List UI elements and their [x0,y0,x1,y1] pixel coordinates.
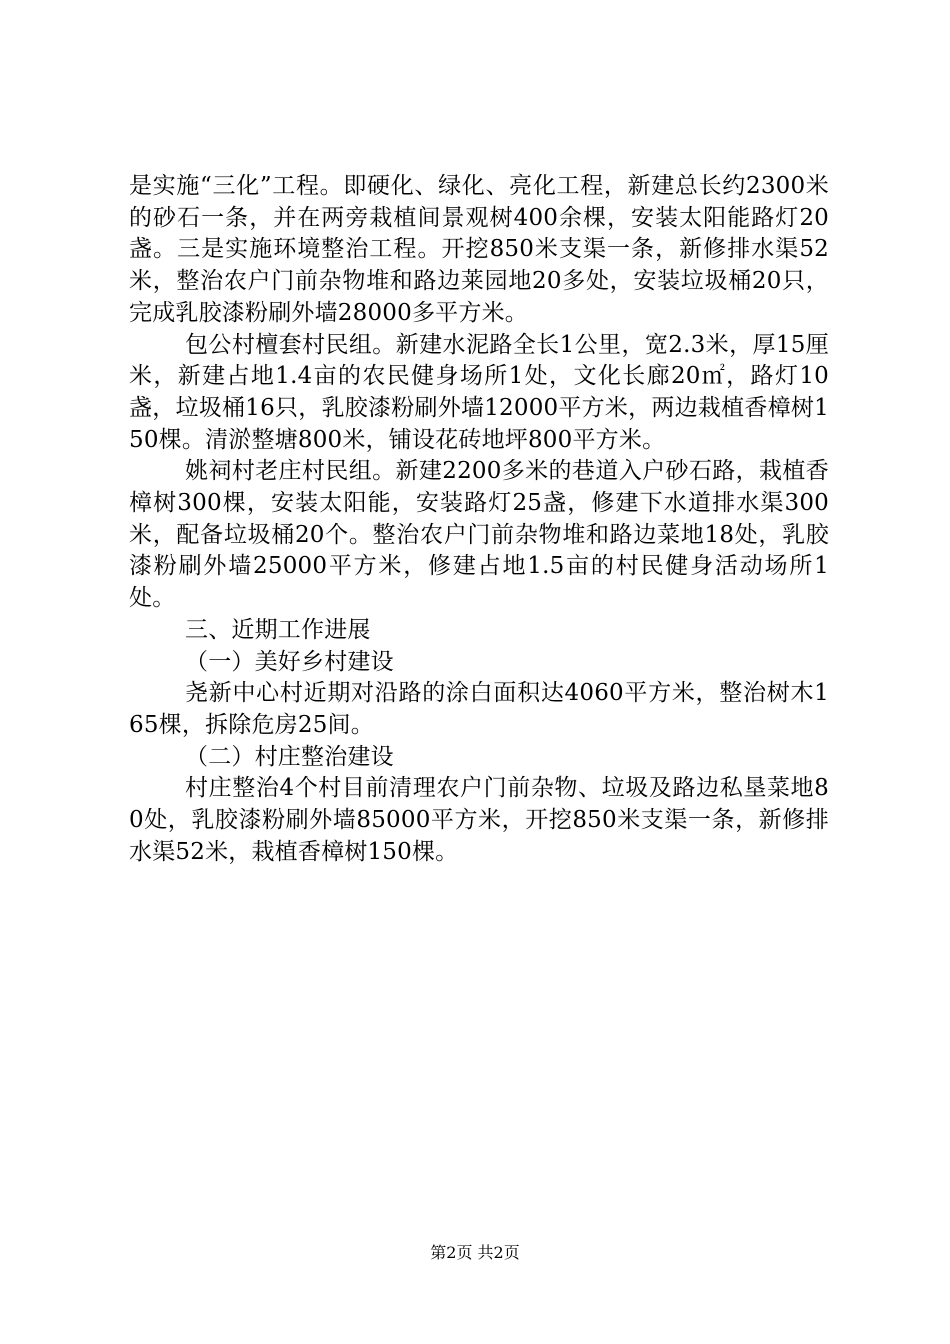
document-body [129,171,829,868]
section-heading-3: 三、近期工作进展 [185,616,371,643]
page-footer: 第2页 共2页 [430,1243,520,1262]
paragraph-3: 姚祠村老庄村民组。新建2200多米的巷道入户砂石路，栽植香樟树300棵，安装太阳能，安装路灯25盏，修建下水道排水渠300米，配备垃圾桶20个。整治农户门前杂物堆和路边菜地18处，乳胶漆粉刷外墙25000平方米，修建占地1.5亩的村民健身活动场所1处。 [129,458,829,612]
paragraph-2: 包公村檀套村民组。新建水泥路全长1公里，宽2.3米，厚15厘米，新建占地1.4亩的农民健身场所1处，文化长廊20㎡，路灯10盏，垃圾桶16只，乳胶漆粉刷外墙12000平方米，两边栽植香樟树150棵。清淤整塘800米，铺设花砖地坪800平方米。 [129,331,829,453]
paragraph-4: 尧新中心村近期对沿路的涂白面积达4060平方米，整治树木165棵，拆除危房25间。 [129,680,829,738]
subsection-heading-1: （一）美好乡村建设 [185,648,394,675]
paragraph-1: 是实施“三化”工程。即硬化、绿化、亮化工程，新建总长约2300米的砂石一条，并在两旁栽植间景观树400余棵，安装太阳能路灯20盏。三是实施环境整治工程。开挖850米支渠一条，新修排水渠52米，整治农户门前杂物堆和路边莱园地20多处，安装垃圾桶20只，完成乳胶漆粉刷外墙28000多平方米。 [129,173,829,326]
subsection-heading-2: （二）村庄整治建设 [185,743,394,770]
paragraph-5: 村庄整治4个村目前清理农户门前杂物、垃圾及路边私垦菜地80处，乳胶漆粉刷外墙85000平方米，开挖850米支渠一条，新修排水渠52米，栽植香樟树150棵。 [129,775,829,865]
